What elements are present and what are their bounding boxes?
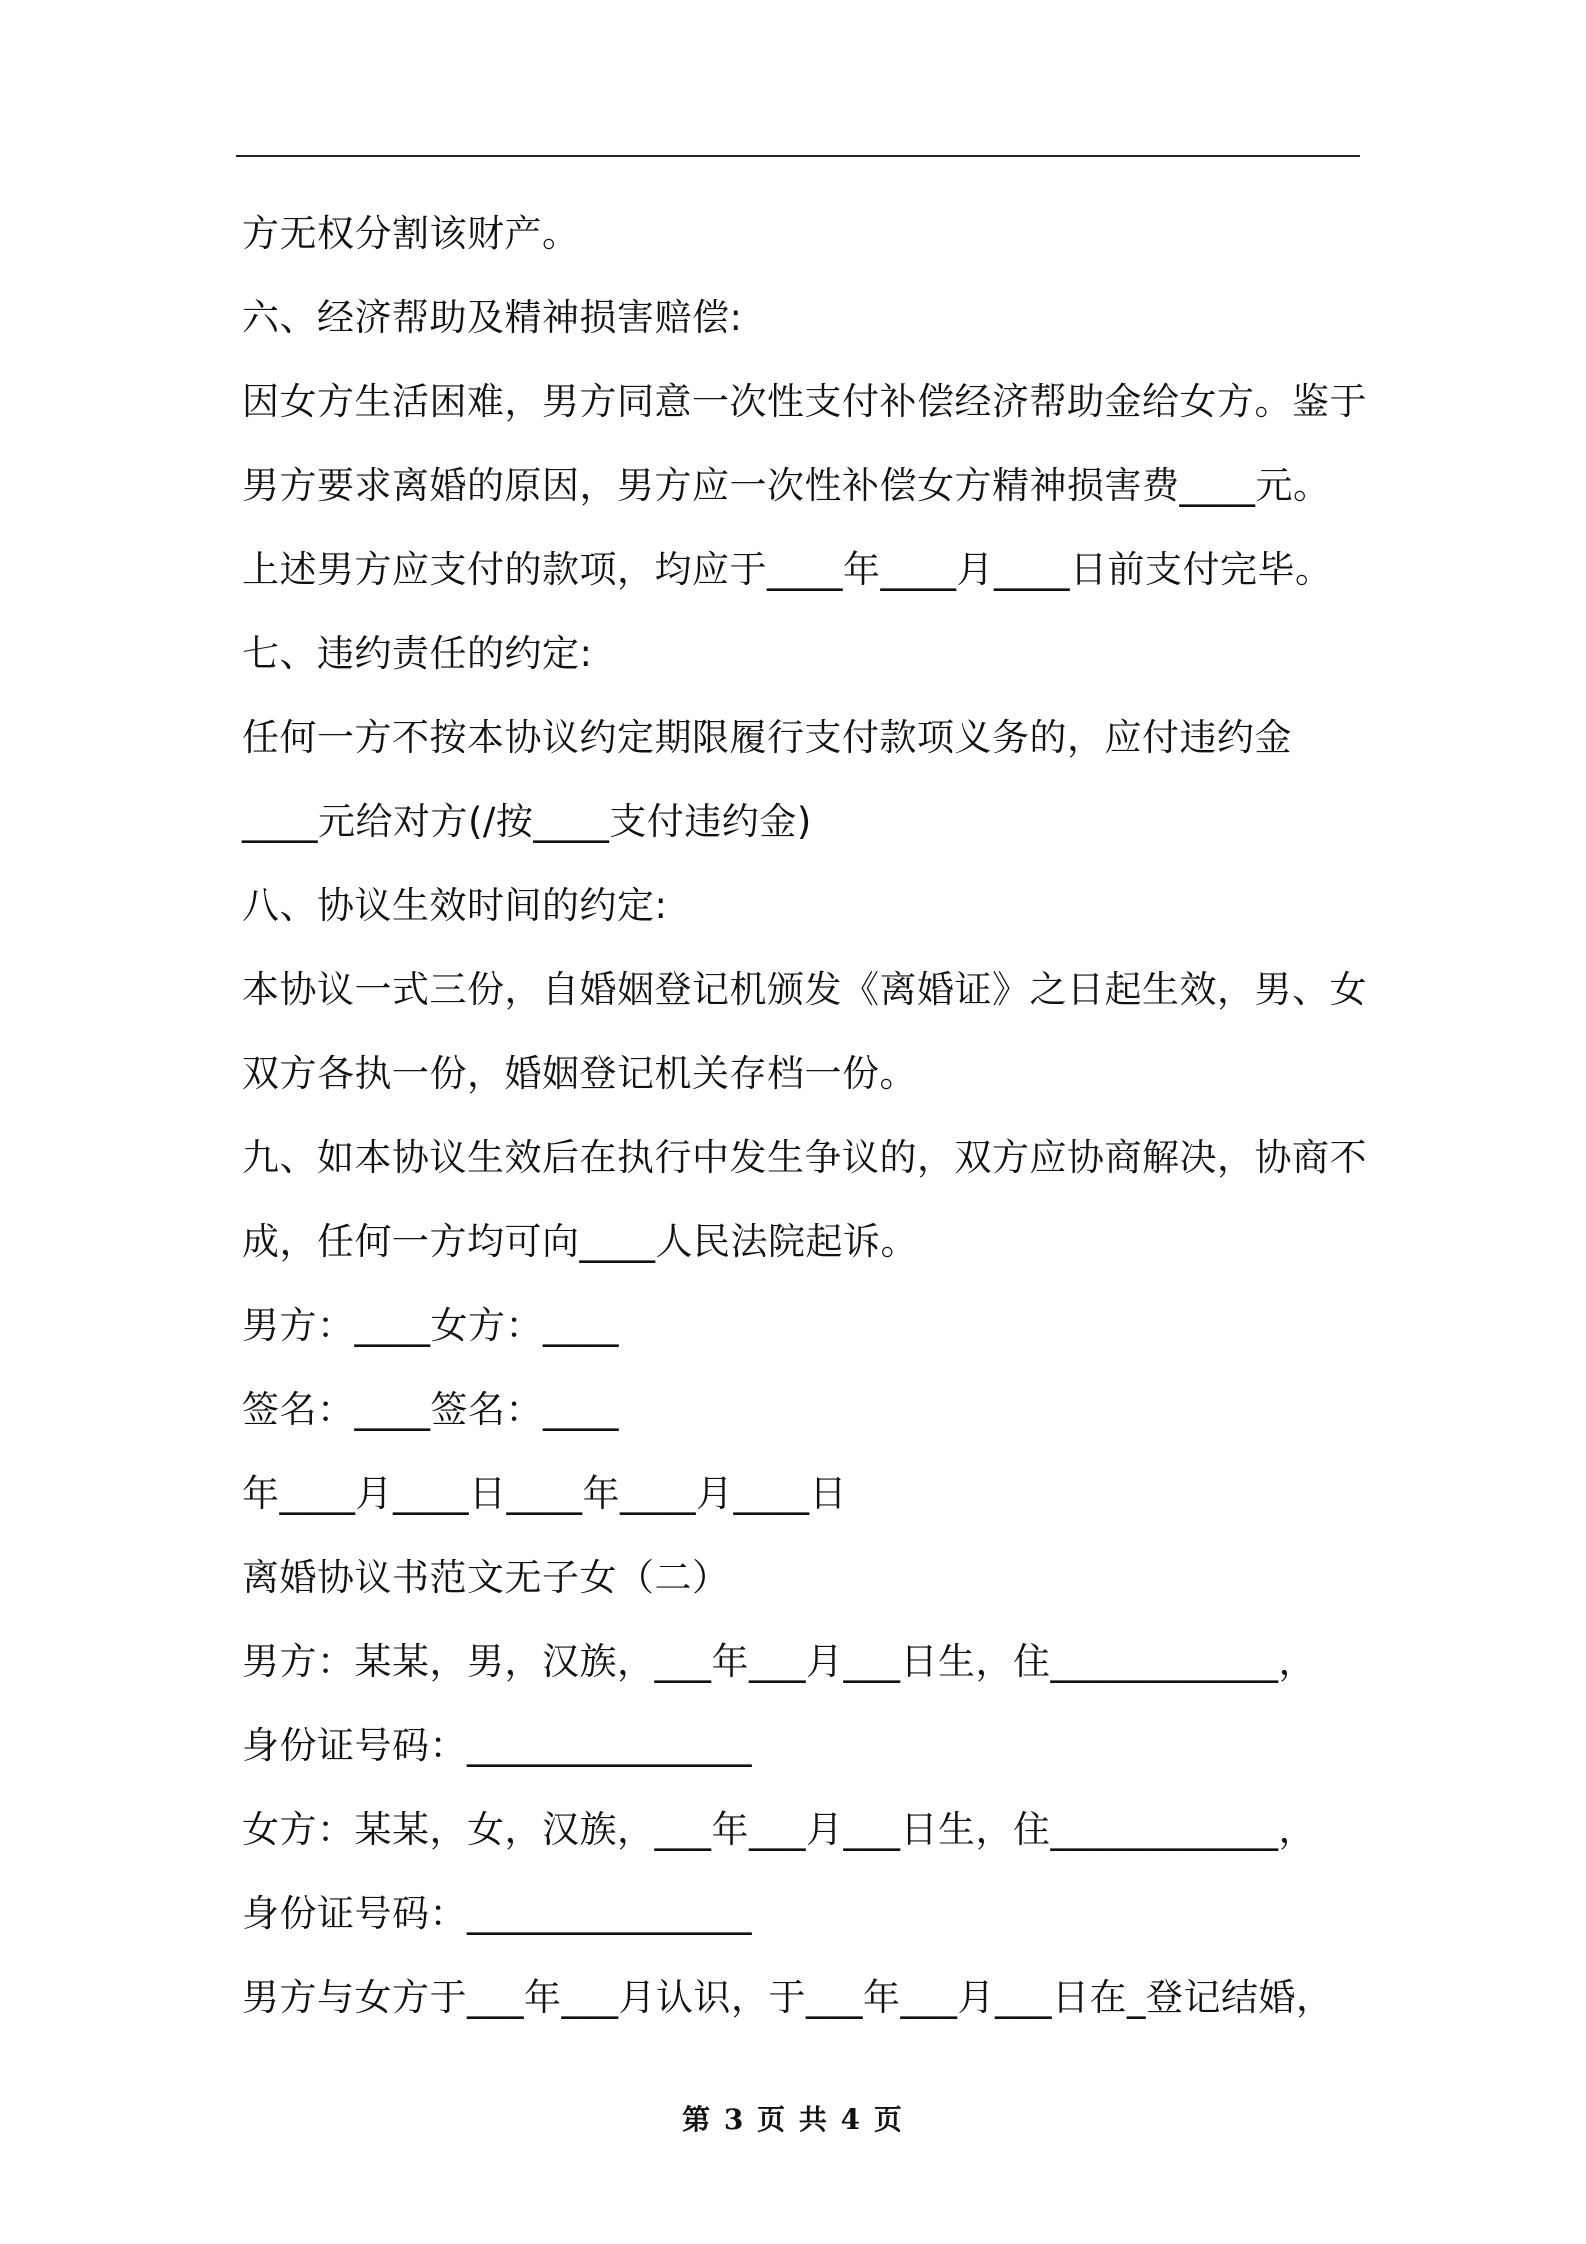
section-heading: 八、协议生效时间的约定:	[242, 884, 668, 927]
text-line: 上述男方应支付的款项，均应于____年____月____日前支付完毕。	[242, 548, 1333, 591]
text-line: 女方：某某，女，汉族，___年___月___日生，住____________，	[242, 1808, 1316, 1851]
text-line: ____元给对方(/按____支付违约金)	[242, 800, 812, 843]
document-subtitle: 离婚协议书范文无子女（二）	[242, 1556, 730, 1599]
text-line: 九、如本协议生效后在执行中发生争议的，双方应协商解决，协商不	[242, 1136, 1367, 1179]
text-line: 因女方生活困难，男方同意一次性支付补偿经济帮助金给女方。鉴于	[242, 380, 1367, 423]
text-line: 本协议一式三份，自婚姻登记机颁发《离婚证》之日起生效，男、女	[242, 968, 1367, 1011]
date-line: 年____月____日____年____月____日	[242, 1472, 847, 1515]
text-line: 方无权分割该财产。	[242, 212, 580, 255]
text-line: 男方与女方于___年___月认识，于___年___月___日在_登记结婚，	[242, 1976, 1334, 2019]
text-line: 身份证号码：_______________	[242, 1892, 752, 1935]
section-heading: 六、经济帮助及精神损害赔偿:	[242, 296, 743, 339]
document-body	[242, 192, 1367, 2040]
signature-line: 男方：____女方：____	[242, 1304, 619, 1347]
header-rule	[236, 155, 1360, 157]
signature-line: 签名：____签名：____	[242, 1388, 619, 1431]
text-line: 身份证号码：_______________	[242, 1724, 752, 1767]
section-heading: 七、违约责任的约定:	[242, 632, 593, 675]
text-line: 任何一方不按本协议约定期限履行支付款项义务的，应付违约金	[242, 716, 1292, 759]
text-line: 双方各执一份，婚姻登记机关存档一份。	[242, 1052, 917, 1095]
text-line: 成，任何一方均可向____人民法院起诉。	[242, 1220, 918, 1263]
page-indicator: 第 3 页 共 4 页	[682, 2103, 904, 2136]
text-line: 男方要求离婚的原因，男方应一次性补偿女方精神损害费____元。	[242, 464, 1331, 507]
text-line: 男方：某某，男，汉族，___年___月___日生，住____________，	[242, 1640, 1316, 1683]
